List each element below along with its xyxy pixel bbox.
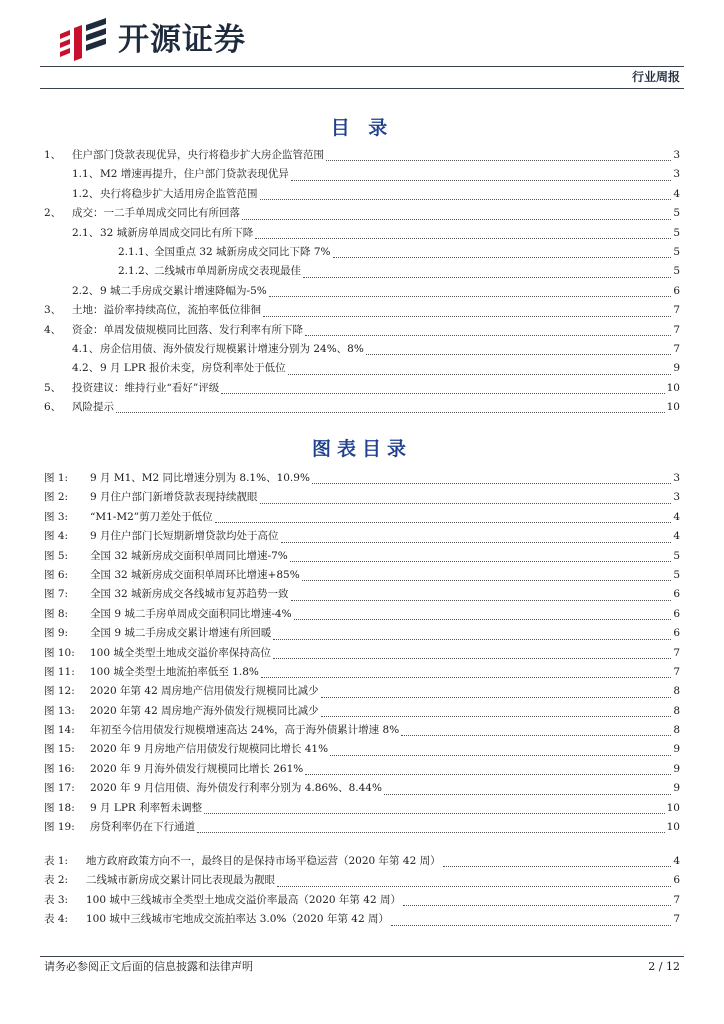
figure-entry[interactable]: [44, 799, 680, 818]
entry-title: 成交：一二手单周成交同比有所回落: [72, 207, 240, 220]
dot-leader: [294, 618, 672, 620]
dot-leader: [255, 237, 671, 239]
toc-entry[interactable]: [44, 321, 680, 340]
toc-entry[interactable]: [44, 282, 680, 301]
entry-number: 2.2、: [72, 284, 100, 297]
figure-list: [44, 469, 680, 837]
entry-page: 5: [673, 245, 680, 258]
entry-title: 100 城中三线城市宅地成交流拍率达 3.0%（2020 年第 42 周）: [86, 913, 389, 926]
entry-title: 资金：单周发债规模同比回落、发行利率有所下降: [72, 323, 303, 336]
entry-title: 9 月住户部门新增贷款表现持续靓眼: [90, 491, 258, 504]
dot-leader: [273, 657, 671, 659]
entry-number: 图 11:: [44, 665, 75, 678]
toc-entry[interactable]: [44, 379, 680, 398]
figure-entry[interactable]: [44, 818, 680, 837]
entry-title: 9 月 LPR 利率暂未调整: [90, 801, 203, 814]
toc-entry[interactable]: [44, 301, 680, 320]
entry-number: 表 1:: [44, 855, 69, 867]
entry-title: 2020 年第 42 周房地产海外债发行规模同比减少: [90, 704, 319, 717]
entry-number: 图 10:: [44, 646, 75, 659]
entry-number: 4.1、: [72, 342, 100, 355]
disclaimer-note: 请务必参阅正文后面的信息披露和法律声明: [44, 960, 253, 973]
entry-number: 4、: [44, 323, 62, 336]
entry-page: 5: [673, 549, 680, 562]
dot-leader: [273, 638, 671, 640]
entry-page: 5: [673, 568, 680, 581]
entry-page: 7: [673, 893, 680, 906]
entry-number: 图 7:: [44, 588, 69, 601]
entry-page: 6: [673, 874, 680, 887]
dot-leader: [366, 353, 671, 355]
entry-title: 全国重点 32 城新房成交同比下降 7%: [154, 245, 331, 258]
entry-title: 9 月 M1、M2 同比增速分别为 8.1%、10.9%: [90, 472, 310, 484]
entry-title: 二线城市单周新房成交表现最佳: [154, 265, 301, 278]
entry-title: 全国 32 城新房成交面积单周环比增速+85%: [90, 568, 300, 581]
table-entry[interactable]: [44, 852, 680, 871]
entry-number: 图 2:: [44, 491, 69, 504]
figure-entry[interactable]: [44, 644, 680, 663]
dot-leader: [242, 218, 671, 220]
entry-page: 4: [673, 855, 680, 867]
entry-page: 3: [673, 149, 680, 161]
entry-page: 5: [673, 226, 680, 239]
entry-page: 9: [673, 362, 680, 375]
entry-number: 图 12:: [44, 685, 75, 698]
entry-title: 32 城新房单周成交同比有所下降: [100, 226, 254, 239]
figure-entry[interactable]: [44, 508, 680, 527]
dot-leader: [281, 541, 672, 543]
figures-title: 图表目录: [311, 438, 412, 460]
entry-title: 央行将稳步扩大适用房企监管范围: [100, 187, 258, 200]
entry-number: 图 3:: [44, 510, 69, 523]
dot-leader: [116, 411, 665, 413]
entry-page: 6: [673, 607, 680, 620]
dot-leader: [215, 521, 672, 523]
entry-title: 100 城全类型土地成交溢价率保持高位: [90, 646, 271, 659]
entry-title: 年初至今信用债发行规模增速高达 24%，高于海外债累计增速 8%: [90, 724, 400, 737]
dot-leader: [277, 885, 671, 887]
figure-entry[interactable]: [44, 702, 680, 721]
entry-page: 9: [673, 743, 680, 756]
entry-number: 图 13:: [44, 704, 75, 717]
dot-leader: [305, 334, 671, 336]
entry-number: 图 5:: [44, 549, 69, 562]
figure-entry[interactable]: [44, 624, 680, 643]
entry-number: 3、: [44, 304, 62, 317]
figure-entry[interactable]: [44, 469, 680, 488]
entry-page: 5: [673, 207, 680, 220]
page-number: 2 / 12: [648, 960, 680, 973]
entry-title: 9 月 LPR 报价未变，房贷利率处于低位: [100, 362, 286, 375]
dot-leader: [302, 579, 672, 581]
entry-number: 图 15:: [44, 743, 75, 756]
entry-page: 9: [673, 782, 680, 795]
entry-number: 图 1:: [44, 472, 69, 484]
figure-entry[interactable]: [44, 721, 680, 740]
entry-number: 表 3:: [44, 893, 69, 906]
entry-page: 3: [673, 491, 680, 504]
entry-number: 2、: [44, 207, 62, 220]
dot-leader: [321, 715, 672, 717]
entry-number: 图 14:: [44, 724, 75, 737]
entry-title: 2020 年 9 月海外债发行规模同比增长 261%: [90, 762, 304, 775]
entry-number: 图 6:: [44, 568, 69, 581]
entry-number: 1.2、: [72, 187, 100, 200]
figure-entry[interactable]: [44, 682, 680, 701]
entry-page: 10: [666, 381, 680, 394]
entry-number: 图 18:: [44, 801, 75, 814]
dot-leader: [401, 734, 671, 736]
figure-entry[interactable]: [44, 740, 680, 759]
dot-leader: [263, 315, 671, 317]
kaiyuan-logo-icon: [58, 18, 110, 62]
dot-leader: [261, 676, 671, 678]
entry-title: 9 城二手房成交累计增速降幅为-5%: [100, 284, 267, 297]
entry-page: 3: [673, 168, 680, 181]
entry-number: 图 9:: [44, 627, 69, 640]
toc-entry[interactable]: [44, 262, 680, 281]
dot-leader: [326, 159, 671, 161]
entry-page: 6: [673, 588, 680, 601]
entry-number: 2.1、: [72, 226, 100, 239]
toc-entry[interactable]: [44, 224, 680, 243]
entry-number: 图 17:: [44, 782, 75, 795]
entry-page: 7: [673, 913, 680, 926]
dot-leader: [291, 179, 672, 181]
dot-leader: [197, 831, 665, 833]
entry-title: 土地：溢价率持续高位，流拍率低位徘徊: [72, 304, 261, 317]
figure-entry[interactable]: [44, 527, 680, 546]
dot-leader: [260, 502, 672, 504]
entry-number: 表 4:: [44, 913, 69, 926]
figure-entry[interactable]: [44, 566, 680, 585]
entry-number: 图 8:: [44, 607, 69, 620]
header-divider-top: [40, 66, 684, 67]
figure-entry[interactable]: [44, 663, 680, 682]
table-entry[interactable]: [44, 891, 680, 910]
entry-title: 全国 9 城二手房单周成交面积同比增速-4%: [90, 607, 292, 620]
dot-leader: [221, 392, 664, 394]
entry-number: 图 16:: [44, 762, 75, 775]
page-header: [0, 0, 724, 92]
report-type: 行业周报: [631, 70, 680, 84]
entry-page: 6: [673, 284, 680, 297]
dot-leader: [303, 276, 671, 278]
figure-entry[interactable]: [44, 760, 680, 779]
entry-title: 9 月住户部门长短期新增贷款均处于高位: [90, 530, 279, 543]
figure-entry[interactable]: [44, 585, 680, 604]
figure-entry[interactable]: [44, 488, 680, 507]
dot-leader: [269, 295, 672, 297]
entry-page: 4: [673, 187, 680, 200]
entry-page: 7: [673, 342, 680, 355]
entry-page: 10: [666, 801, 680, 814]
entry-page: 10: [666, 821, 680, 834]
toc-entry[interactable]: [44, 185, 680, 204]
table-entry[interactable]: [44, 871, 680, 890]
entry-number: 2.1.1、: [118, 245, 156, 258]
entry-page: 6: [673, 627, 680, 640]
entry-number: 1.1、: [72, 168, 100, 181]
entry-page: 7: [673, 646, 680, 659]
entry-title: M2 增速再提升，住户部门贷款表现优异: [100, 168, 289, 181]
entry-title: 地方政府政策方向不一，最终目的是保持市场平稳运营（2020 年第 42 周）: [86, 855, 441, 867]
entry-page: 4: [673, 530, 680, 543]
table-list: [44, 852, 680, 930]
entry-title: 2020 年 9 月房地产信用债发行规模同比增长 41%: [90, 743, 329, 756]
toc-entry[interactable]: [44, 359, 680, 378]
header-divider-bottom: [40, 88, 684, 89]
entry-number: 2.1.2、: [118, 265, 156, 278]
entry-page: 8: [673, 685, 680, 698]
figure-entry[interactable]: [44, 605, 680, 624]
toc-entry[interactable]: [44, 340, 680, 359]
entry-title: 100 城全类型土地流拍率低至 1.8%: [90, 665, 259, 678]
brand-logo: [58, 18, 246, 62]
entry-number: 4.2、: [72, 362, 100, 375]
dot-leader: [290, 560, 672, 562]
entry-title: 住户部门贷款表现优异，央行将稳步扩大房企监管范围: [72, 149, 324, 161]
entry-number: 6、: [44, 401, 62, 414]
toc-entry[interactable]: [44, 204, 680, 223]
entry-title: 二线城市新房成交累计同比表现最为靓眼: [86, 874, 275, 887]
dot-leader: [384, 793, 671, 795]
entry-page: 8: [673, 704, 680, 717]
dot-leader: [305, 773, 671, 775]
dot-leader: [288, 373, 672, 375]
figure-entry[interactable]: [44, 779, 680, 798]
entry-title: 房贷利率仍在下行通道: [90, 821, 195, 834]
entry-title: 全国 9 城二手房成交累计增速有所回暖: [90, 627, 272, 640]
entry-title: 投资建议：维持行业“看好”评级: [72, 381, 220, 394]
entry-page: 10: [666, 401, 680, 414]
entry-number: 5、: [44, 381, 62, 394]
figure-entry[interactable]: [44, 547, 680, 566]
toc-title: 目 录: [330, 117, 394, 139]
entry-number: 表 2:: [44, 874, 69, 887]
entry-title: 2020 年第 42 周房地产信用债发行规模同比减少: [90, 685, 319, 698]
dot-leader: [291, 599, 672, 601]
entry-title: 全国 32 城新房成交各线城市复苏趋势一致: [90, 588, 289, 601]
entry-title: 房企信用债、海外债发行规模累计增速分别为 24%、8%: [100, 342, 364, 355]
table-entry[interactable]: [44, 910, 680, 929]
entry-title: 全国 32 城新房成交面积单周同比增速-7%: [90, 549, 288, 562]
entry-page: 5: [673, 265, 680, 278]
entry-title: 100 城中三线城市全类型土地成交溢价率最高（2020 年第 42 周）: [86, 893, 401, 906]
entry-page: 9: [673, 762, 680, 775]
entry-page: 7: [673, 323, 680, 336]
table-of-contents: [44, 146, 680, 417]
dot-leader: [403, 904, 671, 906]
footer-divider: [40, 956, 684, 957]
entry-page: 8: [673, 724, 680, 737]
dot-leader: [330, 754, 671, 756]
toc-entry[interactable]: [44, 146, 680, 165]
dot-leader: [443, 865, 672, 867]
entry-number: 1、: [44, 149, 62, 161]
entry-number: 图 19:: [44, 821, 75, 834]
entry-page: 7: [673, 665, 680, 678]
entry-title: “M1-M2”剪刀差处于低位: [90, 510, 213, 523]
entry-number: 图 4:: [44, 530, 69, 543]
dot-leader: [260, 198, 672, 200]
dot-leader: [204, 812, 664, 814]
toc-entry[interactable]: [44, 243, 680, 262]
entry-page: 4: [673, 510, 680, 523]
entry-title: 2020 年 9 月信用债、海外债发行利率分别为 4.86%、8.44%: [90, 782, 382, 795]
dot-leader: [333, 256, 672, 258]
entry-page: 7: [673, 304, 680, 317]
entry-title: 风险提示: [72, 401, 114, 414]
toc-entry[interactable]: [44, 165, 680, 184]
toc-entry[interactable]: [44, 398, 680, 417]
dot-leader: [312, 482, 671, 484]
entry-page: 3: [673, 472, 680, 484]
brand-name: 开源证券: [118, 22, 246, 58]
dot-leader: [391, 924, 671, 926]
dot-leader: [321, 696, 672, 698]
